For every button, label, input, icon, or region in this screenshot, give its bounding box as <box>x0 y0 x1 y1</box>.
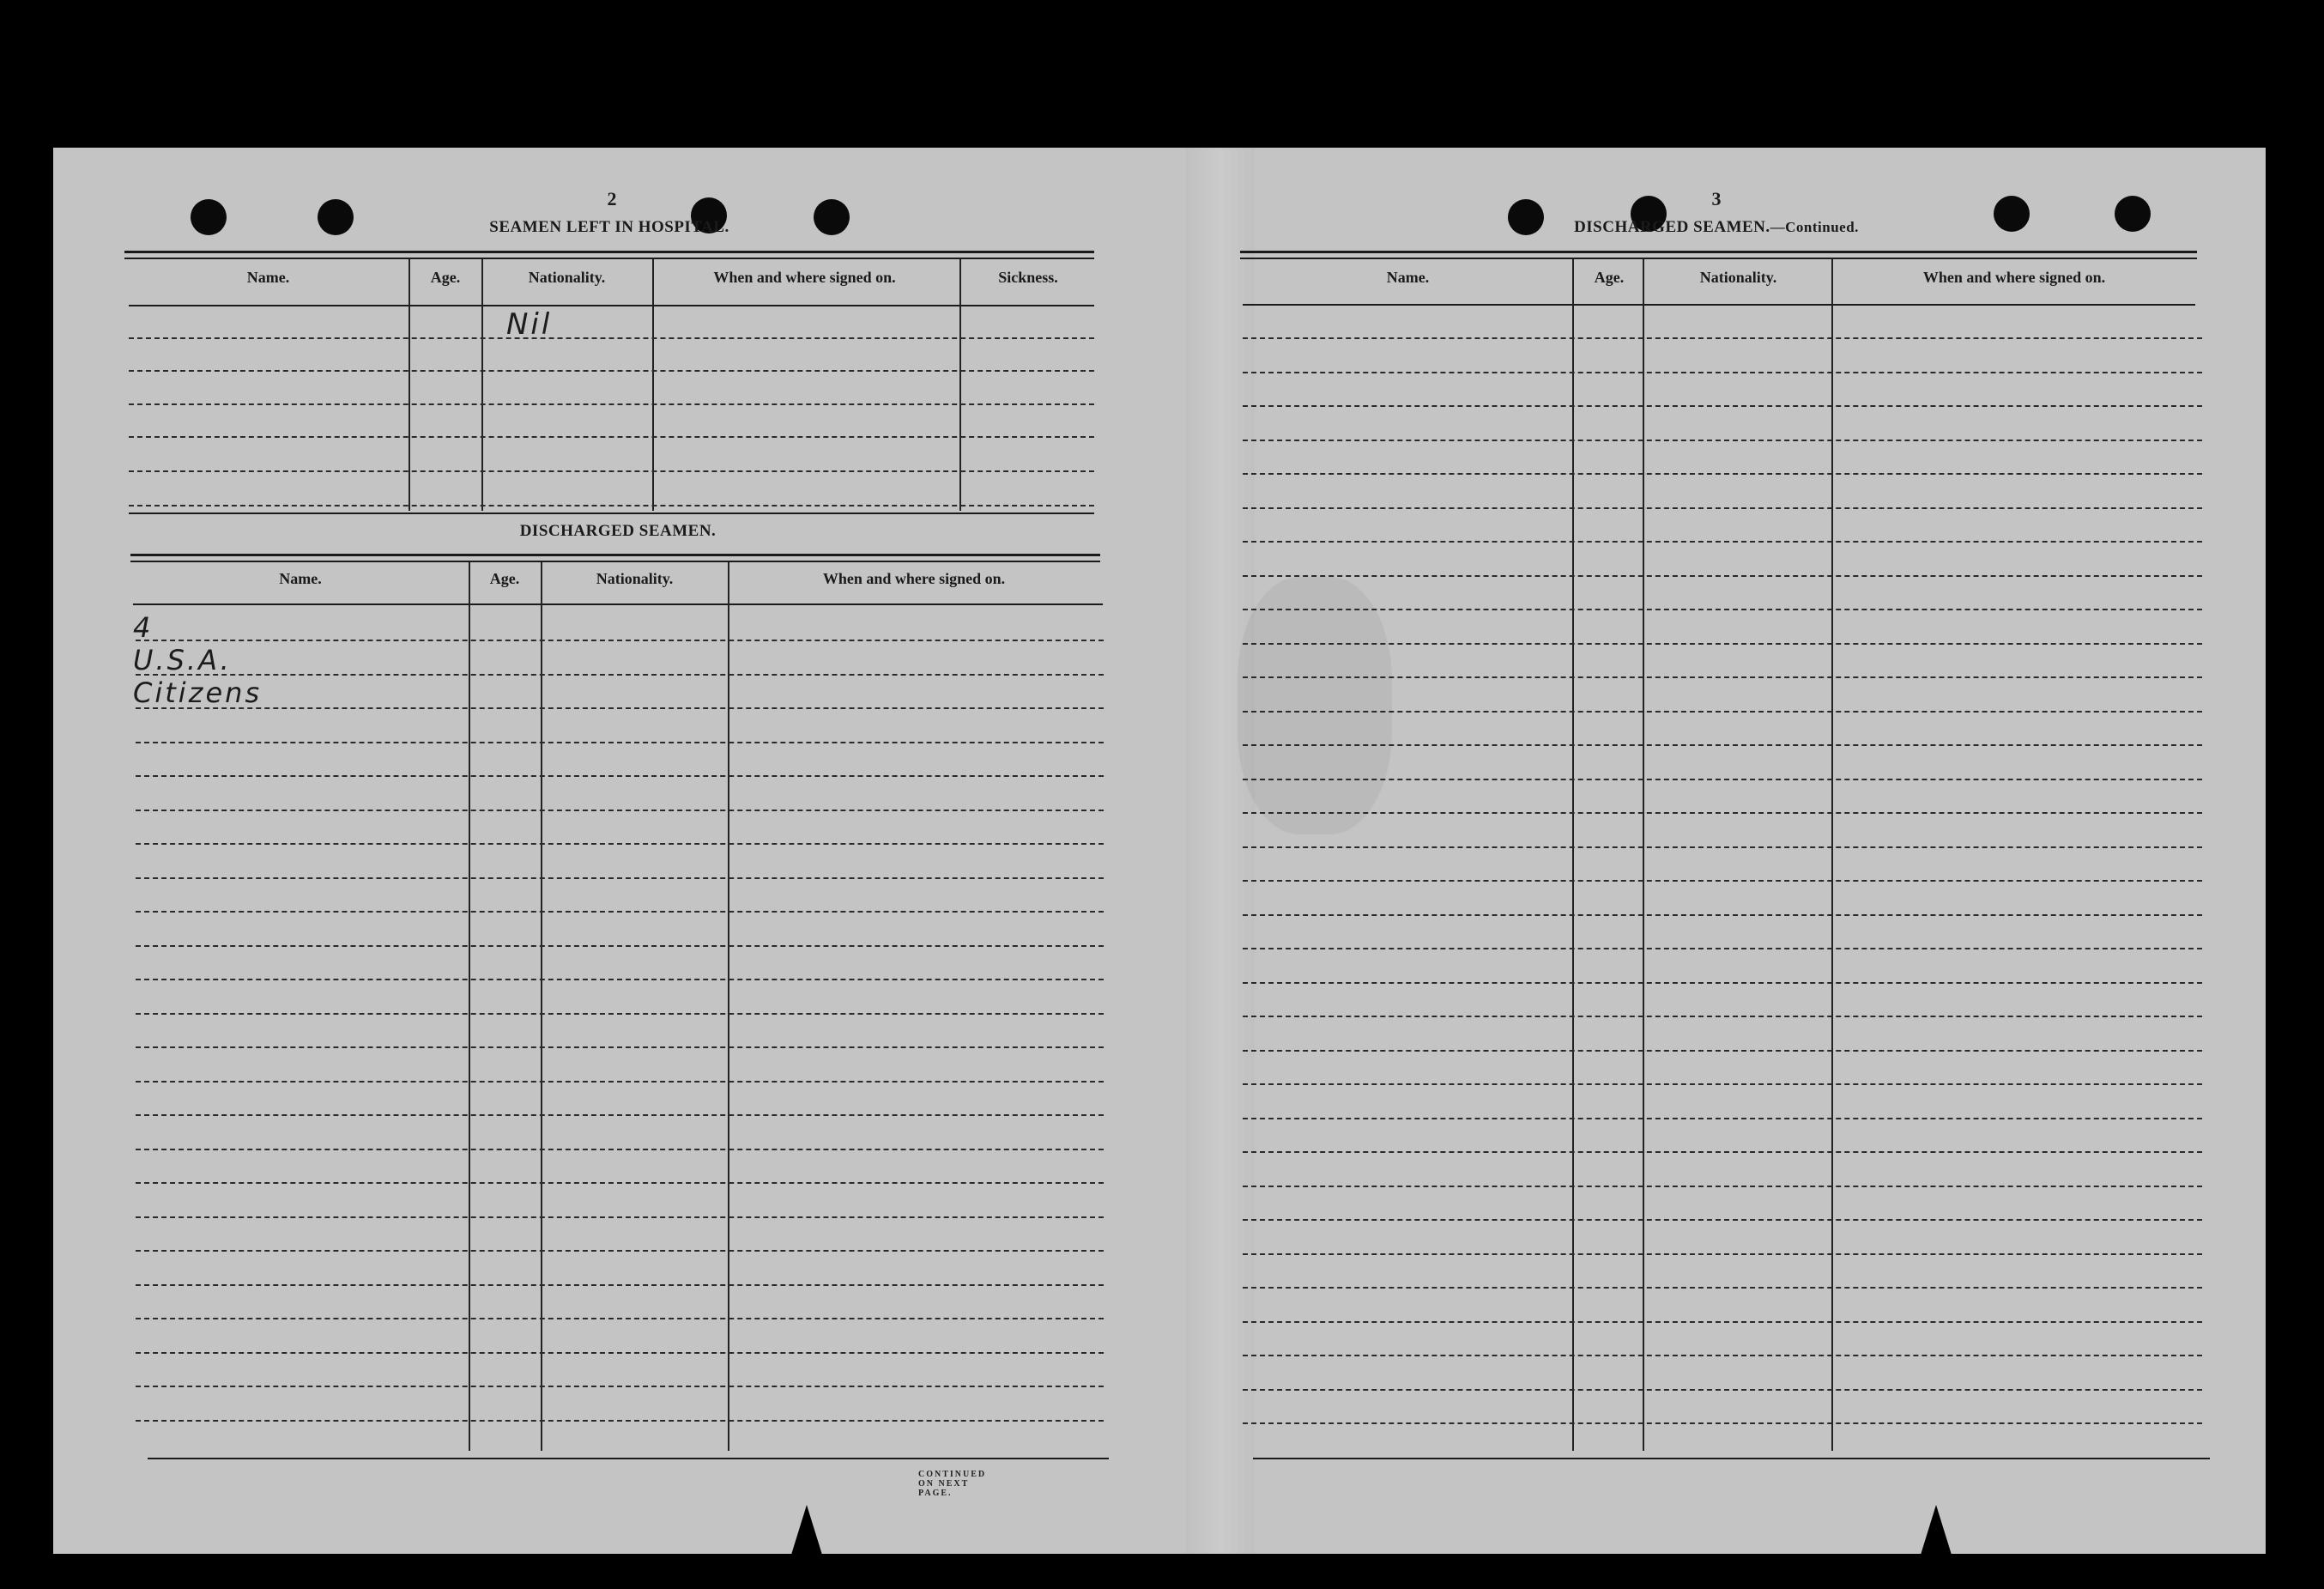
handwritten-entry: Nil <box>506 307 553 342</box>
entry-line <box>1243 643 2202 645</box>
column-divider <box>959 259 961 511</box>
entry-line <box>136 1284 1104 1286</box>
entry-line <box>136 1149 1104 1150</box>
entry-line <box>136 1216 1104 1218</box>
entry-line <box>1243 914 2202 916</box>
entry-line <box>1243 982 2202 984</box>
entry-line <box>1243 812 2202 814</box>
stain <box>1238 577 1392 834</box>
column-divider <box>1831 259 1833 1451</box>
entry-line <box>136 1318 1104 1319</box>
entry-line <box>136 843 1104 845</box>
entry-line <box>136 1182 1104 1184</box>
column-divider <box>409 259 410 511</box>
table-rule <box>124 258 1094 259</box>
column-header: When and where signed on. <box>713 269 896 286</box>
entry-line <box>129 337 1094 339</box>
entry-line <box>1243 880 2202 882</box>
entry-line <box>136 1013 1104 1015</box>
entry-line <box>1243 779 2202 780</box>
entry-line <box>1243 1186 2202 1187</box>
entry-line <box>136 1046 1104 1048</box>
entry-line <box>1243 1016 2202 1017</box>
entry-line <box>136 1114 1104 1116</box>
entry-line <box>136 707 1104 709</box>
entry-line <box>136 911 1104 913</box>
paper-tear <box>791 1505 822 1555</box>
paper-tear <box>1921 1505 1952 1555</box>
column-divider <box>1572 259 1574 1451</box>
entry-line <box>1243 1050 2202 1052</box>
entry-line <box>136 640 1104 641</box>
page-number: 2 <box>607 188 617 209</box>
column-header: Sickness. <box>998 269 1058 286</box>
punch-hole <box>318 199 354 235</box>
entry-line <box>136 1420 1104 1422</box>
entry-line <box>129 436 1094 438</box>
column-header: When and where signed on. <box>1922 269 2106 286</box>
entry-line <box>1243 846 2202 848</box>
entry-line <box>1243 1389 2202 1391</box>
page-number: 3 <box>1711 188 1722 209</box>
document-sheet <box>53 148 2266 1554</box>
entry-line <box>136 945 1104 947</box>
entry-line <box>1243 609 2202 610</box>
punch-hole <box>2115 196 2151 232</box>
entry-line <box>129 505 1094 506</box>
column-divider <box>652 259 654 511</box>
entry-line <box>1243 1083 2202 1085</box>
table-rule <box>130 554 1100 556</box>
entry-line <box>1243 440 2202 441</box>
entry-line <box>1243 1151 2202 1153</box>
entry-line <box>136 979 1104 980</box>
table-rule <box>130 561 1100 562</box>
table-rule <box>148 1458 1109 1459</box>
table-rule <box>124 251 1094 253</box>
header-underline <box>1243 304 2195 306</box>
section-title: DISCHARGED SEAMEN. <box>519 522 717 540</box>
entry-line <box>136 1352 1104 1354</box>
header-underline <box>129 305 1094 306</box>
entry-line <box>136 810 1104 811</box>
entry-line <box>1243 372 2202 373</box>
table-rule <box>129 512 1094 514</box>
column-header: Age. <box>430 269 461 286</box>
column-header: Age. <box>1594 269 1625 286</box>
punch-hole <box>191 199 227 235</box>
entry-line <box>129 403 1094 405</box>
entry-line <box>1243 541 2202 543</box>
entry-line <box>1243 337 2202 339</box>
table-rule <box>1240 258 2197 259</box>
entry-line <box>1243 744 2202 746</box>
entry-line <box>1243 1287 2202 1289</box>
column-header: Nationality. <box>528 269 606 286</box>
handwritten-entry: 4 U.S.A. Citizens <box>133 611 263 709</box>
column-header: Name. <box>279 570 322 587</box>
page-title: SEAMEN LEFT IN HOSPITAL. <box>489 218 729 236</box>
entry-line <box>136 742 1104 743</box>
entry-line <box>1243 1219 2202 1221</box>
entry-line <box>136 775 1104 777</box>
entry-line <box>1243 711 2202 713</box>
table-rule <box>1240 251 2197 253</box>
entry-line <box>1243 1253 2202 1255</box>
entry-line <box>136 1081 1104 1083</box>
page-title <box>1536 218 1897 237</box>
entry-line <box>1243 1422 2202 1424</box>
entry-line <box>129 470 1094 472</box>
table-rule <box>1253 1458 2210 1459</box>
entry-line <box>1243 473 2202 475</box>
entry-line <box>129 370 1094 372</box>
page-title-text: DISCHARGED SEAMEN. <box>1574 218 1770 236</box>
column-header: When and where signed on. <box>822 570 1006 587</box>
continued-note: CONTINUED ON NEXT PAGE. <box>918 1470 987 1498</box>
column-header: Name. <box>246 269 290 286</box>
entry-line <box>136 1386 1104 1387</box>
entry-line <box>1243 676 2202 678</box>
entry-line <box>1243 948 2202 949</box>
entry-line <box>136 674 1104 676</box>
entry-line <box>1243 575 2202 577</box>
column-divider <box>481 259 483 511</box>
column-divider <box>1643 259 1644 1451</box>
page-spine <box>1186 148 1255 1554</box>
page-title-suffix: —Continued. <box>1770 219 1859 235</box>
punch-hole <box>1994 196 2030 232</box>
entry-line <box>1243 507 2202 509</box>
column-header: Name. <box>1386 269 1430 286</box>
entry-line <box>136 1250 1104 1252</box>
entry-line <box>1243 1321 2202 1323</box>
column-header: Nationality. <box>1699 269 1777 286</box>
column-header: Age. <box>489 570 520 587</box>
column-header: Nationality. <box>596 570 674 587</box>
header-underline <box>133 603 1103 605</box>
entry-line <box>136 877 1104 879</box>
entry-line <box>1243 1355 2202 1356</box>
entry-line <box>1243 1118 2202 1119</box>
entry-line <box>1243 405 2202 407</box>
